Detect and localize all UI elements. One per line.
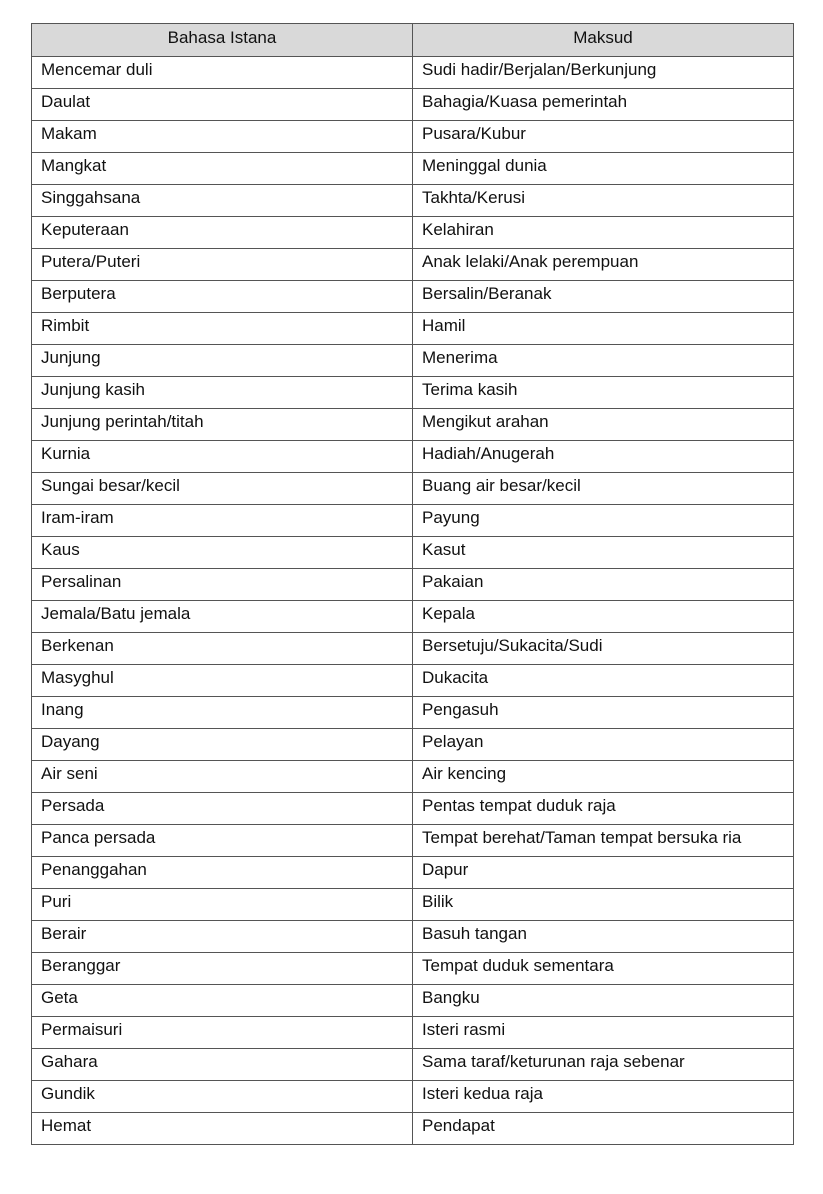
cell-maksud: Hadiah/Anugerah [413, 441, 794, 473]
cell-maksud: Mengikut arahan [413, 409, 794, 441]
cell-maksud: Pusara/Kubur [413, 121, 794, 153]
cell-maksud: Buang air besar/kecil [413, 473, 794, 505]
cell-maksud: Bersetuju/Sukacita/Sudi [413, 633, 794, 665]
table-row [32, 409, 794, 441]
cell-bahasa-istana: Kurnia [32, 441, 413, 473]
cell-bahasa-istana: Sungai besar/kecil [32, 473, 413, 505]
cell-maksud: Meninggal dunia [413, 153, 794, 185]
cell-bahasa-istana: Keputeraan [32, 217, 413, 249]
table-row [32, 1081, 794, 1113]
table-body [32, 57, 794, 1145]
cell-bahasa-istana: Dayang [32, 729, 413, 761]
cell-maksud: Sama taraf/keturunan raja sebenar [413, 1049, 794, 1081]
table-row [32, 217, 794, 249]
table-row [32, 857, 794, 889]
cell-maksud: Kelahiran [413, 217, 794, 249]
cell-maksud: Pakaian [413, 569, 794, 601]
table-row [32, 697, 794, 729]
cell-bahasa-istana: Iram-iram [32, 505, 413, 537]
table-row [32, 1017, 794, 1049]
table-row [32, 473, 794, 505]
cell-maksud: Isteri rasmi [413, 1017, 794, 1049]
cell-bahasa-istana: Persalinan [32, 569, 413, 601]
header-maksud: Maksud [413, 24, 794, 57]
cell-bahasa-istana: Geta [32, 985, 413, 1017]
cell-bahasa-istana: Daulat [32, 89, 413, 121]
cell-bahasa-istana: Mencemar duli [32, 57, 413, 89]
cell-bahasa-istana: Panca persada [32, 825, 413, 857]
cell-bahasa-istana: Permaisuri [32, 1017, 413, 1049]
glossary-table-container [31, 23, 793, 1145]
cell-bahasa-istana: Rimbit [32, 313, 413, 345]
table-row [32, 665, 794, 697]
cell-maksud: Pengasuh [413, 697, 794, 729]
table-row [32, 185, 794, 217]
table-row [32, 505, 794, 537]
table-row [32, 569, 794, 601]
cell-bahasa-istana: Persada [32, 793, 413, 825]
table-row [32, 985, 794, 1017]
table-row [32, 377, 794, 409]
cell-maksud: Hamil [413, 313, 794, 345]
glossary-table [31, 23, 794, 1145]
cell-maksud: Anak lelaki/Anak perempuan [413, 249, 794, 281]
cell-maksud: Bangku [413, 985, 794, 1017]
table-header [32, 24, 794, 57]
cell-bahasa-istana: Jemala/Batu jemala [32, 601, 413, 633]
cell-maksud: Air kencing [413, 761, 794, 793]
cell-bahasa-istana: Junjung kasih [32, 377, 413, 409]
table-row [32, 1113, 794, 1145]
table-row [32, 313, 794, 345]
table-row [32, 153, 794, 185]
table-row [32, 729, 794, 761]
cell-bahasa-istana: Gundik [32, 1081, 413, 1113]
table-row [32, 249, 794, 281]
cell-maksud: Tempat duduk sementara [413, 953, 794, 985]
cell-maksud: Kasut [413, 537, 794, 569]
cell-maksud: Kepala [413, 601, 794, 633]
cell-bahasa-istana: Puri [32, 889, 413, 921]
table-row [32, 441, 794, 473]
cell-maksud: Basuh tangan [413, 921, 794, 953]
cell-maksud: Bilik [413, 889, 794, 921]
table-row [32, 89, 794, 121]
cell-bahasa-istana: Hemat [32, 1113, 413, 1145]
cell-bahasa-istana: Junjung [32, 345, 413, 377]
cell-maksud: Menerima [413, 345, 794, 377]
cell-bahasa-istana: Singgahsana [32, 185, 413, 217]
cell-bahasa-istana: Junjung perintah/titah [32, 409, 413, 441]
cell-bahasa-istana: Beranggar [32, 953, 413, 985]
cell-bahasa-istana: Berkenan [32, 633, 413, 665]
cell-maksud: Pentas tempat duduk raja [413, 793, 794, 825]
cell-maksud: Sudi hadir/Berjalan/Berkunjung [413, 57, 794, 89]
table-row [32, 345, 794, 377]
cell-bahasa-istana: Masyghul [32, 665, 413, 697]
cell-maksud: Pendapat [413, 1113, 794, 1145]
cell-maksud: Takhta/Kerusi [413, 185, 794, 217]
table-row [32, 57, 794, 89]
table-row [32, 761, 794, 793]
cell-bahasa-istana: Berputera [32, 281, 413, 313]
table-row [32, 953, 794, 985]
header-row [32, 24, 794, 57]
table-row [32, 889, 794, 921]
cell-maksud: Dukacita [413, 665, 794, 697]
cell-bahasa-istana: Mangkat [32, 153, 413, 185]
cell-maksud: Payung [413, 505, 794, 537]
table-row [32, 121, 794, 153]
cell-maksud: Bersalin/Beranak [413, 281, 794, 313]
cell-bahasa-istana: Gahara [32, 1049, 413, 1081]
cell-maksud: Tempat berehat/Taman tempat bersuka ria [413, 825, 794, 857]
cell-bahasa-istana: Inang [32, 697, 413, 729]
cell-bahasa-istana: Penanggahan [32, 857, 413, 889]
table-row [32, 1049, 794, 1081]
cell-maksud: Dapur [413, 857, 794, 889]
cell-bahasa-istana: Kaus [32, 537, 413, 569]
cell-maksud: Terima kasih [413, 377, 794, 409]
cell-bahasa-istana: Putera/Puteri [32, 249, 413, 281]
table-row [32, 825, 794, 857]
table-row [32, 537, 794, 569]
cell-maksud: Pelayan [413, 729, 794, 761]
table-row [32, 281, 794, 313]
table-row [32, 793, 794, 825]
cell-bahasa-istana: Air seni [32, 761, 413, 793]
cell-bahasa-istana: Berair [32, 921, 413, 953]
cell-maksud: Isteri kedua raja [413, 1081, 794, 1113]
cell-bahasa-istana: Makam [32, 121, 413, 153]
cell-maksud: Bahagia/Kuasa pemerintah [413, 89, 794, 121]
table-row [32, 921, 794, 953]
header-bahasa-istana: Bahasa Istana [32, 24, 413, 57]
table-row [32, 601, 794, 633]
table-row [32, 633, 794, 665]
